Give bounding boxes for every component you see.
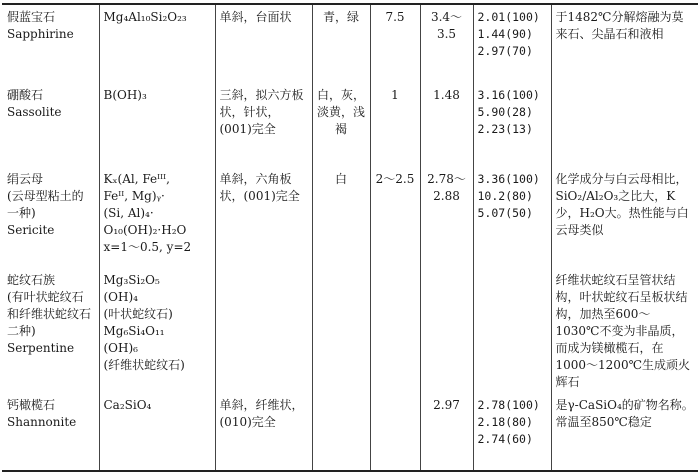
hardness-cell: 1 [370, 83, 420, 167]
color-cell [312, 393, 370, 471]
crystal-habit-cell: 单斜，台面状 [215, 4, 312, 83]
mineral-name-cell: 硼酸石 Sassolite [7, 88, 62, 119]
color-cell: 白，灰，淡黄，浅褐 [312, 83, 370, 167]
mineral-name-cell: 假蓝宝石 Sapphirine [2, 4, 99, 83]
crystal-habit-cell: 单斜，六角板状，(001)完全 [215, 167, 312, 268]
specific-gravity-cell: 2.78～ 2.88 [420, 167, 473, 268]
notes-cell: 纤维状蛇纹石呈管状结构，叶状蛇纹石呈板状结构，加热至600～1030℃不变为非晶质，而成为镁橄榄石，在1000～1200℃生成顽火辉石 [551, 268, 698, 393]
hardness-cell: 7.5 [370, 4, 420, 83]
xrd-lines-cell: 2.78(100) 2.18(80) 2.74(60) [473, 393, 551, 471]
formula-cell: Kₓ(Al, Feᴵᴵᴵ, Feᴵᴵ, Mg)ᵧ· (Si, Al)₄· O₁₀(OH)₂·H₂O x=1～0.5, y=2 [99, 167, 215, 268]
specific-gravity-cell [420, 268, 473, 393]
table-row [2, 393, 698, 471]
formula-cell: Mg₃Si₂O₅ (OH)₄ (叶状蛇纹石) Mg₆Si₄O₁₁ (OH)₆ (纤维状蛇纹石) [99, 268, 215, 393]
table-row [2, 4, 698, 83]
table-row [2, 83, 698, 167]
notes-cell: 化学成分与白云母相比，SiO₂/Al₂O₃之比大，K少，H₂O大。热性能与白云母类似 [551, 167, 698, 268]
mineral-name-cell: 钙橄榄石 Shannonite [2, 393, 99, 471]
notes-cell: 是γ-CaSiO₄的矿物名称。常温至850℃稳定 [551, 393, 698, 471]
mineral-table [2, 3, 698, 472]
formula-cell: B(OH)₃ [99, 83, 215, 167]
specific-gravity-cell: 3.4～3.5 [420, 4, 473, 83]
mineral-name-cell: 绢云母 (云母型粘土的一种) Sericite [7, 172, 84, 237]
hardness-cell: 2～2.5 [370, 167, 420, 268]
xrd-lines-cell: 3.16(100) 5.90(28) 2.23(13) [473, 83, 551, 167]
table-row [2, 268, 698, 393]
notes-cell: 于1482℃分解熔融为莫来石、尖晶石和液相 [551, 4, 698, 83]
crystal-habit-cell: 单斜，纤维状，(010)完全 [215, 393, 312, 471]
mineral-name-cell: 蛇纹石族 (有叶状蛇纹石和纤维状蛇纹石二种) Serpentine [7, 273, 92, 355]
color-cell: 青，绿 [312, 4, 370, 83]
specific-gravity-cell: 2.97 [420, 393, 473, 471]
formula-cell: Mg₄Al₁₀Si₂O₂₃ [99, 4, 215, 83]
notes-cell [551, 83, 698, 167]
xrd-lines-cell [473, 268, 551, 393]
crystal-habit-cell [215, 268, 312, 393]
specific-gravity-cell: 1.48 [420, 83, 473, 167]
formula-cell: Ca₂SiO₄ [99, 393, 215, 471]
table-row [2, 167, 698, 268]
xrd-lines-cell: 3.36(100) 10.2(80) 5.07(50) [473, 167, 551, 268]
xrd-lines-cell: 2.01(100) 1.44(90) 2.97(70) [473, 4, 551, 83]
color-cell: 白 [312, 167, 370, 268]
crystal-habit-cell: 三斜，拟六方板状，针状，(001)完全 [215, 83, 312, 167]
hardness-cell [370, 268, 420, 393]
color-cell [312, 268, 370, 393]
hardness-cell [370, 393, 420, 471]
